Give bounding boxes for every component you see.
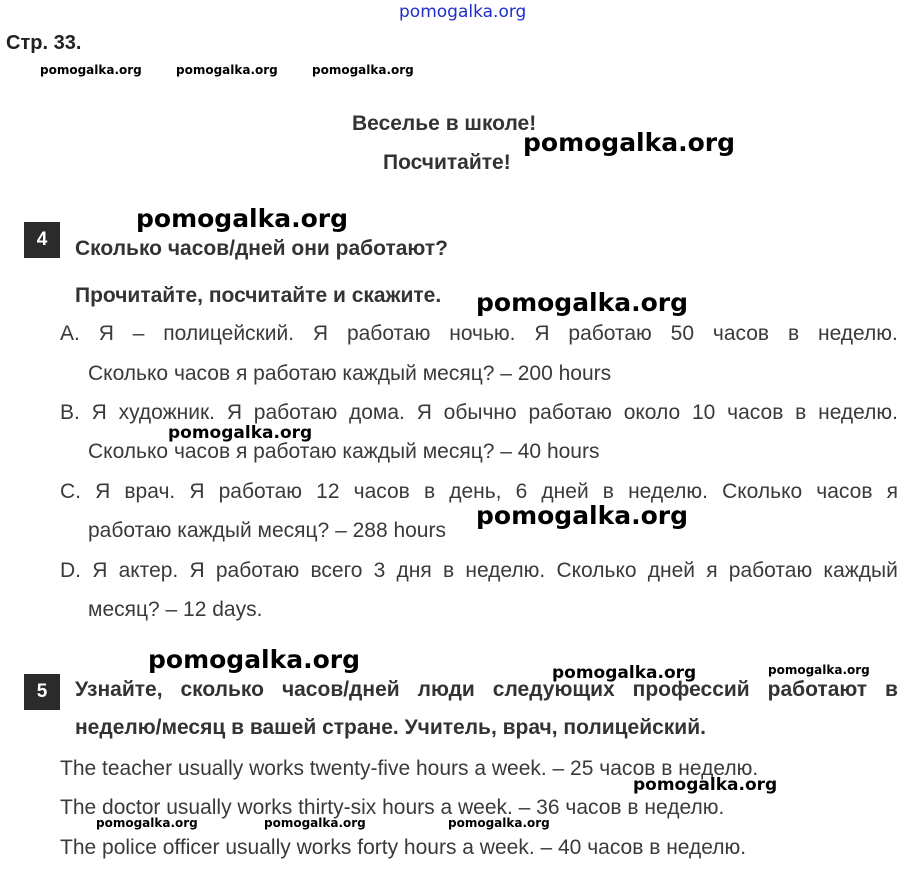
word: D.	[60, 559, 81, 582]
word: –	[132, 322, 145, 345]
task-5-heading-line1	[75, 678, 898, 702]
watermark: pomogalka.org	[148, 645, 361, 674]
watermark: pomogalka.org	[523, 128, 736, 157]
word: Я	[226, 401, 242, 424]
watermark: pomogalka.org	[476, 501, 689, 530]
word: в	[423, 480, 436, 503]
task-5-answer-police: The police officer usually works forty hours a week. – 40 часов в неделю.	[60, 836, 747, 859]
word: день,	[449, 480, 502, 503]
word: Я	[312, 322, 329, 345]
word: 10	[692, 401, 716, 424]
watermark: pomogalka.org	[136, 204, 349, 233]
task-4-item-a-line2: Сколько часов я работаю каждый месяц? – 200 hours	[88, 362, 612, 385]
word: дней	[541, 480, 589, 503]
word: неделю.	[465, 559, 546, 582]
word: Я	[95, 480, 111, 503]
word: работают	[767, 678, 868, 701]
word: часов	[712, 322, 770, 345]
watermark: pomogalka.org	[768, 663, 870, 677]
task-4-item-d-line2: месяц? – 12 days.	[88, 598, 263, 621]
watermark-top: pomogalka.org	[399, 2, 527, 22]
watermark: pomogalka.org	[168, 423, 313, 443]
word: я	[886, 480, 898, 503]
task-5-heading-line2: неделю/месяц в вашей стране. Учитель, врач, полицейский.	[75, 716, 706, 739]
word: часов/дней	[281, 678, 400, 701]
word: в	[602, 480, 614, 503]
word: Сколько	[722, 480, 803, 503]
word: часов	[816, 480, 873, 503]
task-4-item-c-line2: работаю каждый месяц? – 288 hours	[88, 519, 446, 542]
watermark: pomogalka.org	[476, 288, 689, 317]
word: в	[885, 678, 898, 701]
word: работаю	[346, 322, 431, 345]
word: C.	[60, 480, 81, 503]
word: люди	[417, 678, 475, 701]
task-5-answer-teacher: The teacher usually works twenty-five hours a week. – 25 часов в неделю.	[60, 757, 759, 780]
task-4-number: 4	[24, 222, 60, 258]
word: 6	[515, 480, 528, 503]
section-subtitle: Посчитайте!	[383, 151, 511, 174]
watermark: pomogalka.org	[552, 663, 697, 683]
word: работаю	[215, 559, 300, 582]
word: каждый	[823, 559, 898, 582]
word: работаю	[728, 559, 813, 582]
watermark: pomogalka.org	[40, 63, 142, 77]
word: 3	[373, 559, 386, 582]
word: всего	[310, 559, 363, 582]
word: дней	[647, 559, 696, 582]
word: Я	[189, 480, 205, 503]
word: в	[442, 559, 455, 582]
word: работаю	[528, 401, 612, 424]
word: часов	[727, 401, 784, 424]
word: B.	[60, 401, 80, 424]
task-4-item-b-line2: Сколько часов я работаю каждый месяц? – 40 hours	[88, 440, 600, 463]
word: 12	[316, 480, 340, 503]
task-4-item-a-line1	[60, 322, 898, 346]
task-4-instruction: Прочитайте, посчитайте и скажите.	[75, 284, 442, 307]
word: 50	[670, 322, 695, 345]
word: в	[787, 322, 800, 345]
word: полицейский.	[163, 322, 295, 345]
word: профессий	[632, 678, 750, 701]
page-label: Стр. 33.	[6, 32, 82, 54]
word: ночью.	[449, 322, 516, 345]
watermark: pomogalka.org	[448, 816, 550, 830]
word: неделю.	[817, 322, 898, 345]
word: Узнайте,	[75, 678, 163, 701]
watermark: pomogalka.org	[264, 816, 366, 830]
watermark: pomogalka.org	[312, 63, 414, 77]
section-title: Веселье в школе!	[352, 112, 537, 135]
word: дома.	[349, 401, 405, 424]
word: дня	[396, 559, 432, 582]
word: работаю	[218, 480, 303, 503]
word: актер.	[118, 559, 179, 582]
task-4-item-d-line1	[60, 559, 898, 583]
word: A.	[60, 322, 80, 345]
task-4-heading: Сколько часов/дней они работают?	[75, 237, 448, 260]
word: следующих	[492, 678, 615, 701]
word: неделю.	[818, 401, 898, 424]
word: Я	[92, 559, 108, 582]
word: работаю	[568, 322, 652, 345]
word: врач.	[124, 480, 176, 503]
task-5-answer-doctor: The doctor usually works thirty-six hours a week. – 36 часов в неделю.	[60, 796, 725, 819]
word: в	[795, 401, 807, 424]
word: Я	[98, 322, 114, 345]
word: обычно	[443, 401, 517, 424]
word: неделю.	[628, 480, 708, 503]
word: часов	[353, 480, 410, 503]
word: художник.	[118, 401, 216, 424]
word: Сколько	[556, 559, 637, 582]
word: я	[706, 559, 718, 582]
word: работаю	[253, 401, 338, 424]
word: около	[623, 401, 681, 424]
watermark: pomogalka.org	[96, 816, 198, 830]
task-5-number: 5	[24, 674, 60, 710]
word: Я	[91, 401, 107, 424]
watermark: pomogalka.org	[633, 775, 778, 795]
word: Я	[416, 401, 432, 424]
word: сколько	[180, 678, 264, 701]
watermark: pomogalka.org	[176, 63, 278, 77]
word: Я	[189, 559, 205, 582]
task-4-item-b-line1	[60, 401, 898, 425]
word: Я	[534, 322, 550, 345]
